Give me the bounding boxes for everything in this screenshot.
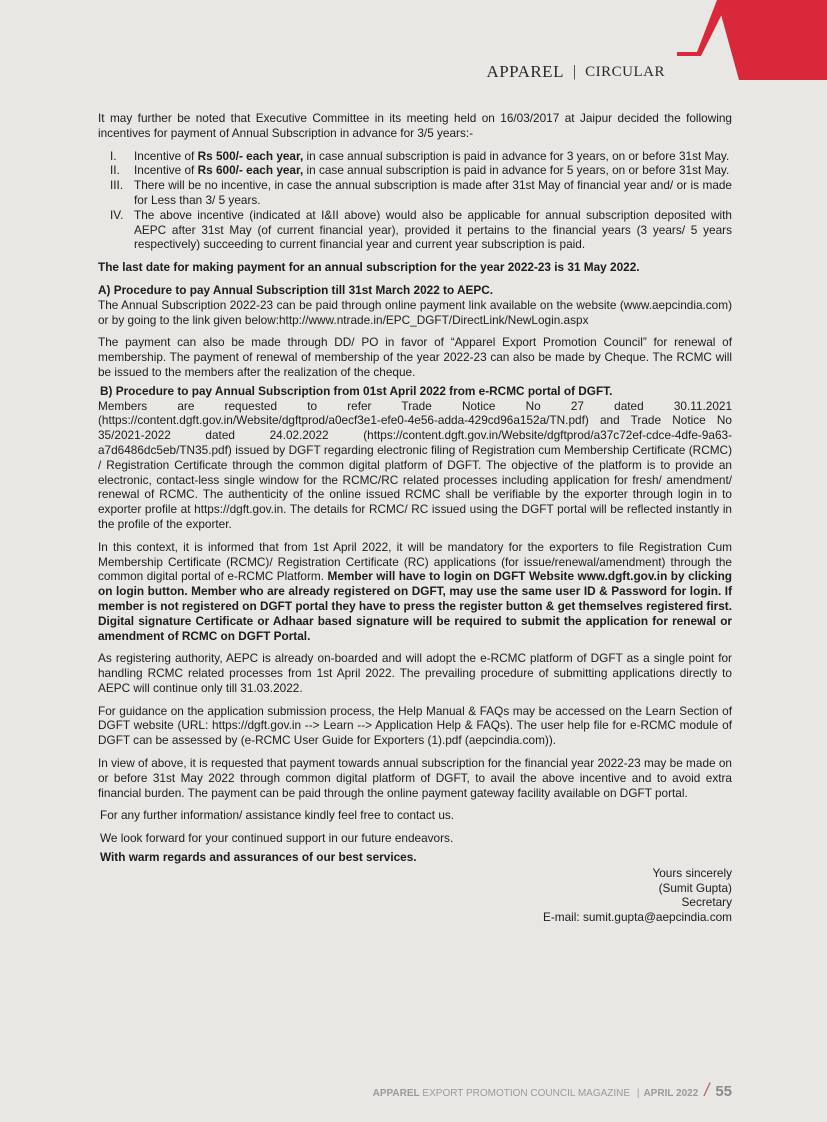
header-separator: | (572, 63, 577, 80)
look-forward-line: We look forward for your continued support in our future endeavors. (100, 831, 454, 846)
footer-issue: APRIL 2022 (643, 1088, 699, 1099)
context-paragraph (98, 540, 732, 644)
footer-slash: / (704, 1080, 710, 1100)
list-number: IV. (110, 207, 124, 222)
signature-block (98, 866, 732, 925)
list-number: I. (110, 148, 117, 163)
circular-body (98, 111, 732, 925)
list-number: III. (110, 178, 124, 193)
page-footer (373, 1080, 732, 1101)
list-item (98, 178, 732, 208)
footer-brand: APPAREL (372, 1088, 420, 1099)
item-bold-text: Rs 500/- each year, (197, 148, 304, 163)
incentive-list (98, 149, 732, 253)
list-item (98, 149, 732, 164)
item-bold-text: Rs 600/- each year, (197, 163, 304, 178)
section-b-text: Members are requested to refer Trade Notice No 27 dated 30.11.2021 (https://content.dgft.gov.in/Website/dgftprod/a0ecf3e1-efe0-4e56-adda-429cd96a152a/TN.pdf) and Trade Notice No 35/2021-2022 dated 24.02.2022 (https://content.dgft.gov.in/Website/dgftprod/a37c72ef-cdce-4dfe-9a63-a7d6486dc5eb/TN35.pdf) issued by DGFT regarding electronic filing of Registration cum Membership Certificate (RCMC) / Registration Certificate through the common digital platform of DGFT. The objective of the platform is to provide an electronic, contact-less single window for the RCMC/RC related processes including application for fresh/ amendment/ renewal of RCMC. The authenticity of the online issued RCMC shall be verifiable by the exporter through login in to exporter profile at https://dgft.gov.in. The details for RCMC/ RC issued using the DGFT portal will be reflected instantly in the profile of the exporter. (98, 398, 732, 531)
list-number: II. (110, 163, 120, 178)
section-b-heading: B) Procedure to pay Annual Subscription from 01st April 2022 from e-RCMC portal of DGFT. (100, 383, 613, 398)
context-bold-text: Member will have to login on DGFT Website www.dgft.gov.in by clicking on login button. Member who are already registered on DGFT, may use the same user ID & Password for login. If member is not registered on DGFT portal they have to press the register button & get themselves registered first. Digital signature Certificate or Adhaar based signature will be required to submit the application for renewal or amendment of RCMC on DGFT Portal. (98, 569, 732, 643)
contact-line: For any further information/ assistance kindly feel free to contact us. (100, 808, 455, 823)
page-header (486, 62, 665, 82)
payment-dd-paragraph: The payment can also be made through DD/ PO in favor of “Apparel Export Promotion Council” for renewal of membership. The payment of renewal of membership of the year 2022-23 can also be made by Cheque. The RCMC will be issued to the members after the realization of the cheque. (98, 335, 732, 379)
list-item (98, 208, 732, 252)
registering-authority-paragraph: As registering authority, AEPC is already on-boarded and will adopt the e-RCMC platform of DGFT as a single point for handling RCMC related processes from 1st April 2022. The prevailing procedure of submitting applications directly to AEPC will continue only till 31.03.2022. (98, 651, 732, 695)
request-paragraph: In view of above, it is requested that payment towards annual subscription for the financial year 2022-23 may be made on or before 31st May 2022 through common digital platform of DGFT, to avail the above incentive and to avoid extra financial burden. The payment can be paid through the online payment gateway facility available on DGFT portal. (98, 756, 732, 800)
last-date-notice: The last date for making payment for an annual subscription for the year 2022-23 is 31 May 2022. (98, 260, 640, 275)
footer-magazine: EXPORT PROMOTION COUNCIL MAGAZINE (419, 1088, 633, 1099)
item-text: There will be no incentive, in case the annual subscription is made after 31st May of financial year and/ or is made for Less than 3/ 5 years. (134, 178, 732, 207)
guidance-paragraph: For guidance on the application submission process, the Help Manual & FAQs may be accessed on the Learn Section of DGFT website (URL: https://dgft.gov.in --> Learn --> Application Help & FAQs). The user help file for e-RCMC module of DGFT can be assessed by (e-RCMC User Guide for Exporters (1).pdf (aepcindia.com)). (98, 703, 732, 748)
signatory-name: (Sumit Gupta) (658, 880, 732, 895)
list-item (98, 163, 732, 178)
page-number: 55 (715, 1083, 732, 1100)
regards-line: With warm regards and assurances of our best services. (100, 850, 417, 865)
signatory-title: Secretary (681, 895, 732, 910)
section-a-text: The Annual Subscription 2022-23 can be paid through online payment link available on the website (www.aepcindia.com) or by going to the link given below:http://www.ntrade.in/EPC_DGFT/DirectLink/NewLogin.aspx (98, 297, 732, 327)
item-text: in case annual subscription is paid in advance for 5 years, on or before 31st May. (303, 163, 730, 178)
item-text: in case annual subscription is paid in advance for 3 years, on or before 31st May. (303, 148, 730, 163)
item-text: Incentive of (134, 148, 198, 163)
signatory-email: E-mail: sumit.gupta@aepcindia.com (542, 910, 732, 925)
section-a-heading: A) Procedure to pay Annual Subscription till 31st March 2022 to AEPC. (98, 282, 494, 297)
footer-separator: | (636, 1088, 640, 1099)
header-brand: APPAREL (486, 62, 564, 81)
item-text: The above incentive (indicated at I&II above) would also be applicable for annual subscription deposited with AEPC after 31st May (of current financial year), provided it pertains to the financial years (3 years/ 5 years respectively) succeeding to current financial year and current year subscription is paid. (134, 207, 732, 252)
header-section: CIRCULAR (585, 63, 665, 80)
red-corner-graphic (677, 0, 827, 80)
context-text: In this context, it is informed that from 1st April 2022, it will be mandatory for the exporters to file Registration Cum Membership Certificate (RCMC)/ Registration Certificate (RC) applications (for issue/renewal/amendment) through the common digital portal of e-RCMC Platform. (98, 539, 732, 584)
item-text: Incentive of (134, 163, 198, 178)
intro-paragraph: It may further be noted that Executive Committee in its meeting held on 16/03/2017 at Jaipur decided the following incentives for payment of Annual Subscription in advance for 3/5 years:- (98, 111, 732, 140)
closing: Yours sincerely (652, 865, 732, 880)
